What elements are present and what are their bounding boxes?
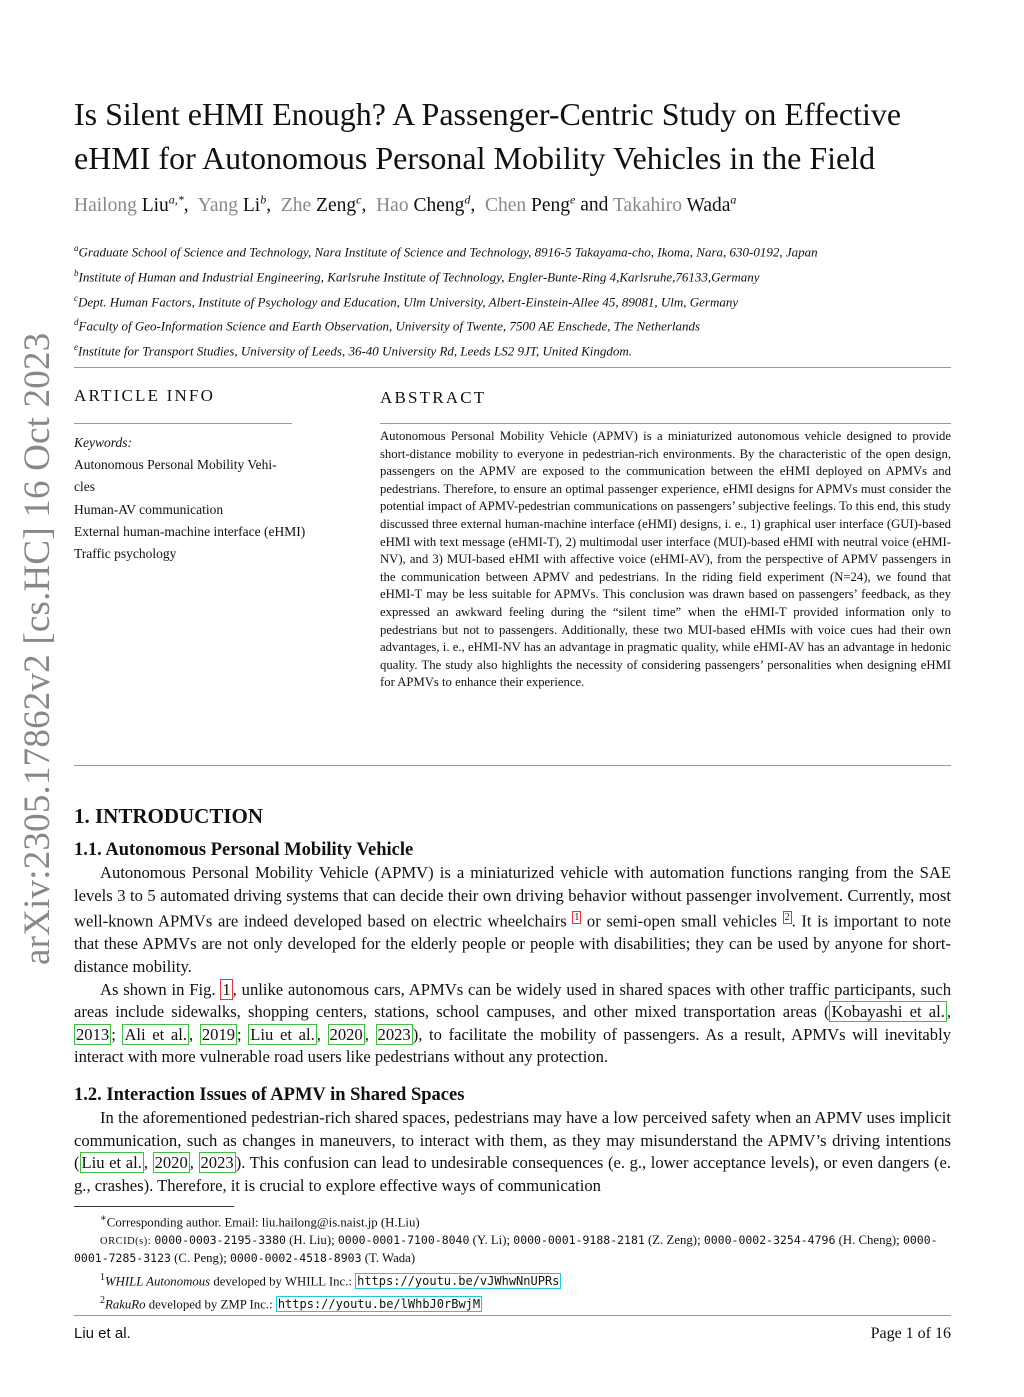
author: Yang Li$^b$	[197, 192, 267, 216]
keyword: Traffic psychology	[74, 546, 177, 562]
footnote-ref[interactable]: 2	[784, 912, 790, 924]
affiliation: $^d$Faculty of Geo-Information Science and Earth Observation, University of Twente, 7500 AE Enschede, The Netherlands	[74, 317, 701, 334]
author: Hao Cheng$^d$	[376, 192, 471, 216]
author: Hailong Liu$^{a,*}$	[74, 192, 184, 216]
paragraph: As shown in Fig. 1 , unlike autonomous cars, APMVs can be widely used in shared spaces with other traffic participants, such areas include sidewalks, shopping centers, stations, school campuses, and other mixed transportation areas ( Kobayashi et al. , 2013 ; Ali et al. , 2019 ; Liu et al. , 2020 , 2023 ), to facilitate the mobility of passengers. As a result, APMVs will inevitably interact with more vulnerable road users like pedestrians without any protection.	[74, 979, 951, 1067]
citation-link[interactable]: 2023	[200, 1153, 234, 1173]
divider	[74, 765, 951, 766]
citation-link[interactable]: 2013	[76, 1024, 110, 1044]
citation-link[interactable]: 2019	[201, 1024, 236, 1044]
footer-rule	[74, 1315, 951, 1316]
affiliations	[74, 238, 954, 362]
footnote-corresponding: ∗Corresponding author. Email: liu.hailong@is.naist.jp (H.Liu)	[100, 1213, 420, 1230]
keyword: cles	[74, 479, 95, 495]
paragraph: In the aforementioned pedestrian-rich shared spaces, pedestrians may have a low perceived safety when an APMV uses implicit communication, such as changes in maneuvers, to interact with them, as they may misunderstand the APMV’s driving intentions ( Liu et al. , 2020 , 2023 ). This confusion can lead to undesirable consequences (e. g., lower acceptance levels), or even dangers (e. g., crashes). Therefore, it is crucial to explore effective ways of communication	[74, 1108, 951, 1195]
author: Takahiro Wada$^a$	[612, 192, 737, 216]
divider	[74, 367, 951, 368]
video-link[interactable]: https://youtu.be/vJWhwNnUPRs	[357, 1274, 560, 1289]
abstract-heading: ABSTRACT	[380, 388, 487, 407]
paragraph: Autonomous Personal Mobility Vehicle (APMV) is a miniaturized vehicle with automation functions ranging from the SAE levels 3 to 5 automated driving systems that can decide their own driving behavior without passenger involvement. Currently, most well-known APMVs are indeed developed based on electric wheelchairs $^1$ or semi-open small vehicles $^2$ . It is important to note that these APMVs are not only developed for the elderly people or people with disabilities; they can be used by anyone for short-distance mobility.	[74, 863, 951, 976]
keyword: External human-machine interface (eHMI)	[74, 523, 306, 539]
page-number: Page 1 of 16	[870, 1325, 951, 1342]
author: Zhe Zeng$^c$	[280, 192, 362, 216]
divider	[380, 423, 951, 424]
divider	[74, 423, 292, 424]
author-list: Hailong Liu$^{a,*}$, Yang Li$^b$, Zhe Zeng$^c$, Hao Cheng$^d$, Chen Peng$^e$ and Takahiro Wada$^a$	[74, 192, 737, 216]
author-and: and	[580, 194, 609, 216]
citation-link[interactable]: Liu et al.	[81, 1153, 142, 1173]
citation-link[interactable]: Kobayashi et al.	[831, 1002, 945, 1022]
title-line-2: eHMI for Autonomous Personal Mobility Vehicles in the Field	[74, 140, 876, 176]
video-link[interactable]: https://youtu.be/lWhbJ0rBwjM	[277, 1296, 481, 1311]
citation-link[interactable]: Ali et al.	[124, 1024, 188, 1044]
footnotes	[74, 1210, 954, 1313]
keyword: Autonomous Personal Mobility Vehi-	[74, 457, 277, 473]
citation-link[interactable]: Liu et al.	[250, 1024, 315, 1044]
arxiv-stamp: arXiv:2305.17862v2 [cs.HC] 16 Oct 2023	[17, 332, 58, 965]
section-heading: 1. INTRODUCTION	[74, 804, 264, 828]
footnote-1: $^1$WHILL Autonomous developed by WHILL Inc.: https://youtu.be/vJWhwNnUPRs	[100, 1271, 560, 1289]
keyword: Human-AV communication	[74, 501, 224, 517]
citation-link[interactable]: 2023	[377, 1024, 411, 1044]
footnote-orcid: ORCID(s): 0000-0003-2195-3380 (H. Liu); 0000-0001-7100-8040 (Y. Li); 0000-0001-9188-2181 (Z. Zeng); 0000-0002-3254-4796 (H. Cheng); 0000-0001-7285-3123 (C. Peng); 0000-0002-4518-8903 (T. Wada)	[74, 1232, 938, 1266]
affiliation: $^b$Institute of Human and Industrial Engineering, Karlsruhe Institute of Technology, Engler-Bunte-Ring 4,Karlsruhe,76133,Germany	[74, 267, 760, 285]
paper-title	[74, 92, 974, 180]
abstract-text: Autonomous Personal Mobility Vehicle (APMV) is a miniaturized autonomous vehicle designed to provide short-distance mobility to everyone in pedestrian-rich environments. By the characteristic of the open design, passengers on the APMV are exposed to the communication between the eHMI deployed on APMVs and pedestrians. Therefore, to ensure an optimal passenger experience, eHMI designs for APMVs must consider the potential impact of APMV-pedestrian communications on passengers’ subjective feelings. To this end, this study discussed three external human-machine interface (eHMI) designs, i. e., 1) graphical user interface (GUI)-based eHMI with text message (eHMI-T), 2) multimodal user interface (MUI)-based eHMI with neutral voice (eHMI-NV), and 3) MUI-based eHMI with affective voice (eHMI-AV), from the perspective of APMV passengers in the communication between APMV and pedestrians. In the riding field experiment (N=24), we found that eHMI-T may be less suitable for APMVs. This conclusion was drawn based on passengers’ feedback, as they expressed an awkward feeling during the “silent time” when the eHMI-T provided information only to pedestrians but not to passengers. Additionally, these two MUI-based eHMIs with voice cues had their own advantages, i. e., eHMI-NV has an advantage in pragmatic quality, while eHMI-AV has an advantage in hedonic quality. The study also highlights the necessity of considering passengers’ personalities when designing eHMI for APMVs to enhance their experience.	[380, 429, 951, 690]
author: Chen Peng$^e$	[485, 192, 576, 216]
citation-link[interactable]: 2020	[154, 1153, 188, 1173]
subsection-heading: 1.1. Autonomous Personal Mobility Vehicle	[74, 840, 414, 860]
affiliation: $^e$Institute for Transport Studies, University of Leeds, 36-40 University Rd, Leeds LS2 9JT, United Kingdom.	[74, 342, 633, 359]
keywords	[74, 432, 304, 565]
footnote-rule	[74, 1206, 234, 1207]
body-text	[74, 1107, 951, 1197]
article-info-heading: ARTICLE INFO	[74, 386, 216, 405]
subsection-heading: 1.2. Interaction Issues of APMV in Shared Spaces	[74, 1085, 465, 1105]
title-line-1: Is Silent eHMI Enough? A Passenger-Centric Study on Effective	[74, 96, 902, 132]
keywords-label: Keywords:	[74, 435, 132, 450]
citation-link[interactable]: 2020	[329, 1024, 363, 1044]
affiliation: $^c$Dept. Human Factors, Institute of Psychology and Education, Ulm University, Albert-Einstein-Allee 45, 89081, Ulm, Germany	[74, 292, 739, 309]
running-author: Liu et al.	[74, 1325, 131, 1342]
body-text	[74, 862, 951, 1069]
figure-ref[interactable]: 1	[222, 979, 231, 999]
footnote-ref[interactable]: 1	[574, 912, 580, 924]
affiliation: $^a$Graduate School of Science and Technology, Nara Institute of Science and Technology, 8916-5 Takayama-cho, Ikoma, Nara, 630-0192, Japan	[74, 243, 818, 260]
footnote-2: $^2$RakuRo developed by ZMP Inc.: https://youtu.be/lWhbJ0rBwjM	[100, 1294, 481, 1311]
